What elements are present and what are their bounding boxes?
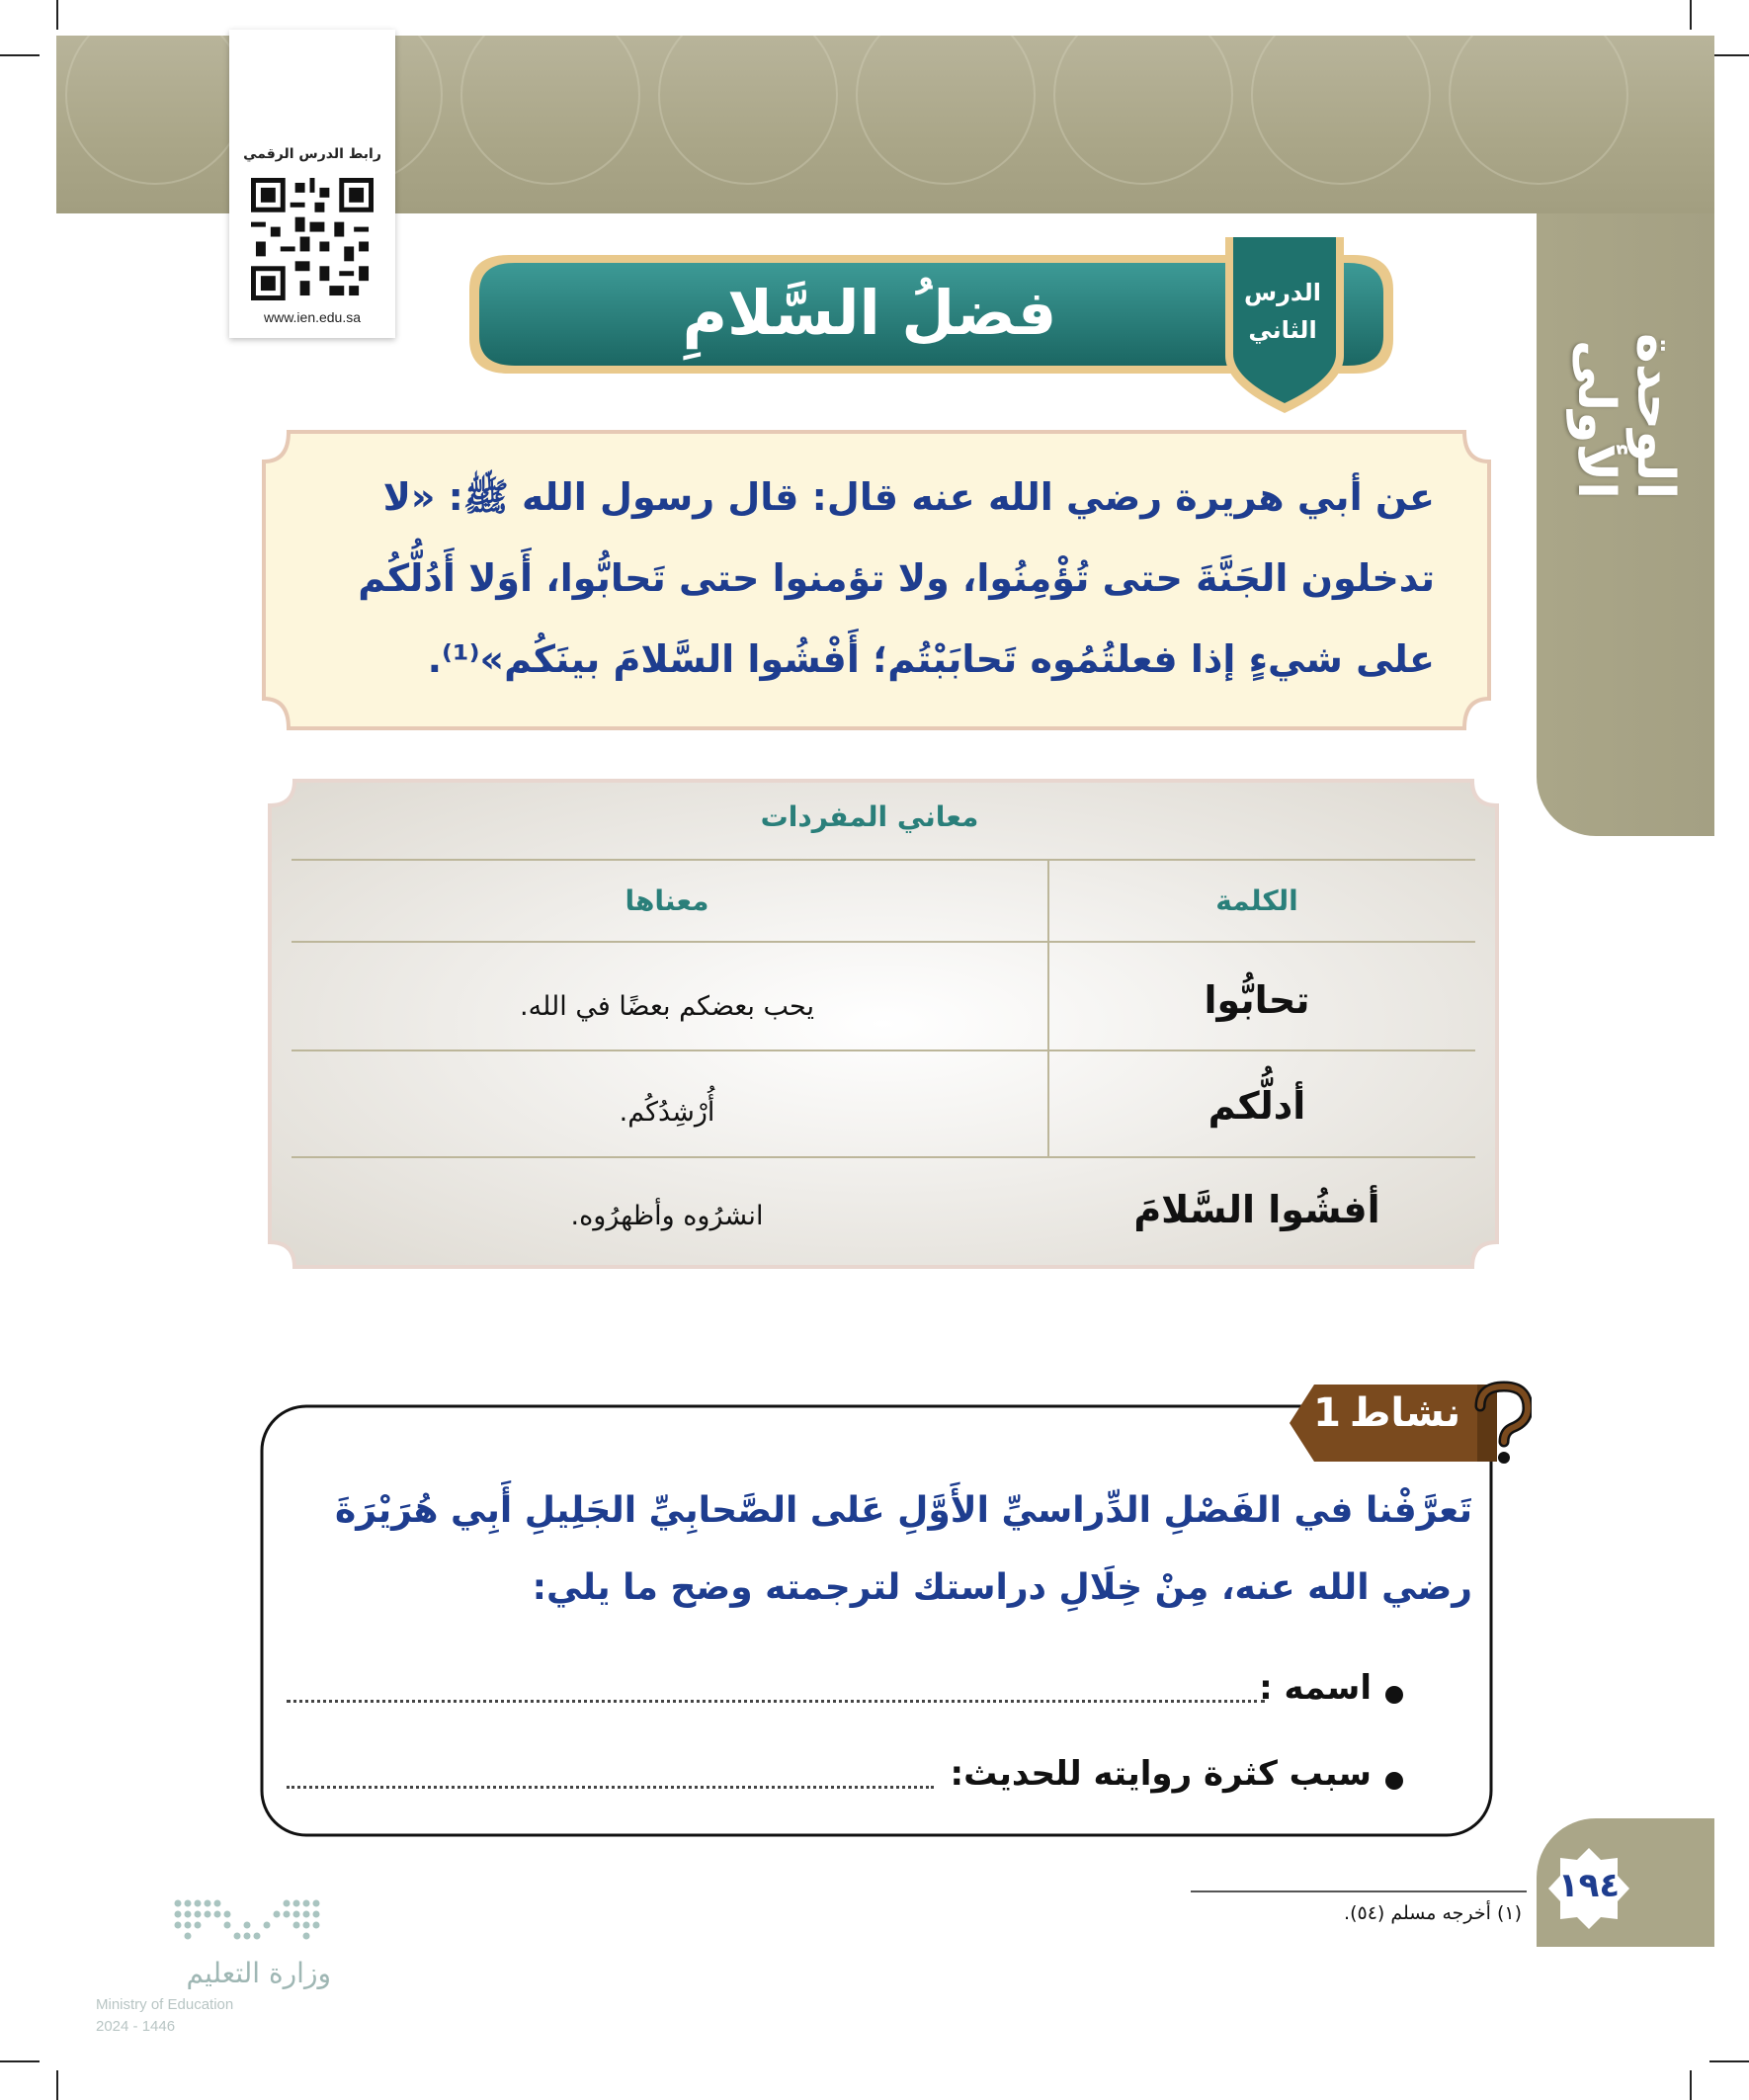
activity-prompt: تَعرَّفْنا في الفَصْلِ الدِّراسيِّ الأَوَّلِ عَلى الصَّحابِيِّ الجَلِيلِ أَبِي هُرَيْرَةَ رضي الله عنه، مِنْ خِلَالِ دراستك لترجمته وضح ما يلي: — [334, 1490, 1472, 1608]
crop-mark — [1709, 2060, 1749, 2062]
lesson-number: الثاني — [1248, 316, 1317, 344]
crop-mark — [0, 54, 40, 56]
activity-item — [287, 1668, 1403, 1718]
unit-title: الوحدة الأولى — [1566, 332, 1685, 499]
table-cell-word: تحابُّوا — [1204, 978, 1310, 1022]
ministry-logo-icon — [168, 1897, 326, 1943]
activity-item-label: اسمه : — [1259, 1668, 1372, 1708]
activity-label: نشاط — [1349, 1390, 1461, 1436]
qr-label: رابط الدرس الرقمي — [243, 146, 381, 162]
ministry-name-en: Ministry of Education — [96, 1996, 234, 2013]
table-cell-meaning: يحب بعضكم بعضًا في الله. — [520, 991, 814, 1022]
ministry-year: 2024 - 1446 — [96, 2018, 176, 2035]
crop-mark — [1709, 54, 1749, 56]
column-header-word: الكلمة — [1215, 884, 1298, 917]
lesson-title: فضلُ السَّلامِ — [682, 277, 1057, 349]
activity-item-label: سبب كثرة روايته للحديث: — [950, 1754, 1372, 1794]
answer-line-reason[interactable] — [287, 1786, 934, 1789]
activity-item — [287, 1754, 1403, 1804]
crop-mark — [56, 2070, 58, 2100]
footnote: (١) أخرجه مسلم (٥٤). — [1344, 1902, 1522, 1924]
qr-url-link[interactable]: www.ien.edu.sa — [263, 309, 362, 325]
hadith-text: عن أبي هريرة رضي الله عنه قال: قال رسول الله ﷺ: «لا تدخلون الجَنَّةَ حتى تُؤْمِنُوا، ولا تؤمنوا حتى تَحابُّوا، أَوَلا أَدُلُّكُم على شيءٍ إذا فعلتُمُوه تَحابَبْتُم؛ أَفْشُوا السَّلامَ بينَكُم»⁽¹⁾. — [358, 475, 1435, 681]
page-number: ١٩٤ — [1557, 1866, 1621, 1905]
qr-code-icon[interactable] — [251, 178, 374, 300]
crop-mark — [1690, 2070, 1692, 2100]
qr-card[interactable] — [229, 30, 395, 338]
table-cell-meaning: أُرْشِدُكُم. — [619, 1097, 715, 1128]
column-header-meaning: معناها — [625, 884, 709, 917]
crop-mark — [1690, 0, 1692, 30]
lesson-label: الدرس — [1243, 279, 1322, 306]
table-cell-word: أفشُوا السَّلامَ — [1133, 1188, 1380, 1231]
footnote-divider — [1191, 1890, 1527, 1892]
activity-number: 1 — [1313, 1390, 1341, 1436]
crop-mark — [0, 2060, 40, 2062]
answer-line-name[interactable] — [287, 1700, 1265, 1703]
table-cell-meaning: انشرُوه وأظهرُوه. — [570, 1201, 764, 1231]
bullet-icon — [1385, 1686, 1403, 1704]
ministry-name-ar: وزارة التعليم — [186, 1957, 331, 1989]
vocabulary-heading: معاني المفردات — [760, 800, 979, 833]
crop-mark — [56, 0, 58, 30]
bullet-icon — [1385, 1772, 1403, 1790]
table-cell-word: أدلُّكم — [1208, 1084, 1306, 1128]
